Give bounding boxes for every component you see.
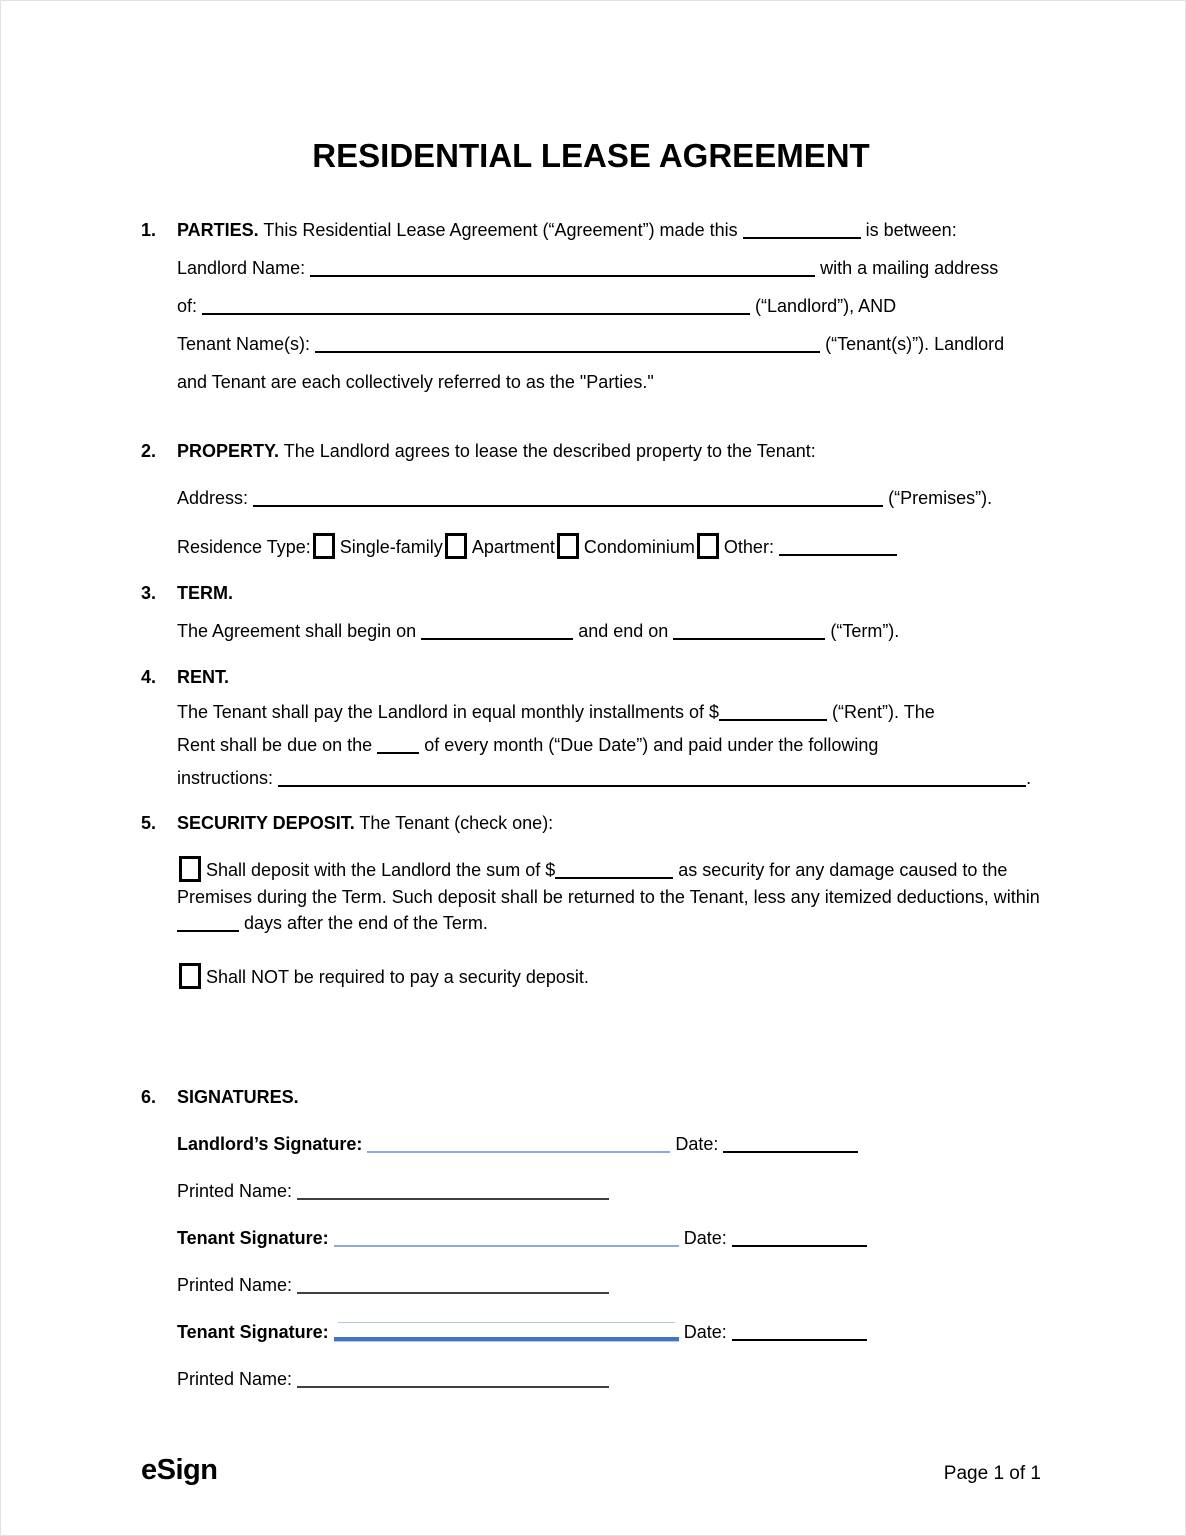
property-address-blank[interactable]: [253, 491, 883, 507]
tenant1-printed-name-row: [177, 1266, 1041, 1304]
parties-closing-line: and Tenant are each collectively referred to as the "Parties.": [177, 372, 654, 392]
tenant1-signature-row: [177, 1219, 1041, 1257]
section-heading: PROPERTY.: [177, 441, 280, 461]
tenant1-date-label: Date:: [683, 1227, 727, 1248]
tenant-names-label: Tenant Name(s):: [177, 334, 311, 354]
residence-other-blank[interactable]: [779, 540, 897, 556]
tenant1-signature-label: Tenant Signature:: [177, 1227, 329, 1248]
landlord-address-label: of:: [177, 296, 198, 316]
page-number: Page 1 of 1: [943, 1462, 1041, 1484]
property-address-line: [177, 479, 1041, 517]
rent-due-day-blank[interactable]: [377, 738, 419, 754]
rent-amount-pre: The Tenant shall pay the Landlord in equal monthly installments of $: [177, 702, 720, 722]
checkbox-apartment[interactable]: [445, 533, 467, 559]
landlord-address-blank[interactable]: [202, 299, 750, 315]
deposit-amount-blank[interactable]: [555, 863, 673, 879]
term-start-blank[interactable]: [421, 624, 573, 640]
landlord-name-blank[interactable]: [310, 261, 815, 277]
property-intro-line: [177, 432, 1041, 470]
section-heading: TERM.: [177, 583, 233, 603]
checkbox-other[interactable]: [697, 533, 719, 559]
landlord-name-post: with a mailing address: [820, 258, 999, 278]
section-number: 2.: [141, 441, 157, 461]
document-title: RESIDENTIAL LEASE AGREEMENT: [312, 137, 870, 174]
tenant2-signature-line[interactable]: [334, 1323, 679, 1341]
section-property: [141, 432, 1041, 566]
tenant-names-post: (“Tenant(s)”). Landlord: [825, 334, 1005, 354]
term-mid: and end on: [578, 621, 669, 641]
payment-instructions-blank[interactable]: [278, 771, 1026, 787]
section-number: 5.: [141, 813, 157, 833]
section-parties: [141, 211, 1041, 401]
rent-due-pre: Rent shall be due on the: [177, 735, 373, 755]
rent-heading-line: [177, 658, 1041, 696]
landlord-address-post: (“Landlord”), AND: [755, 296, 897, 316]
checkbox-single-family[interactable]: [313, 533, 335, 559]
agreement-date-blank[interactable]: [743, 223, 861, 239]
section-heading: PARTIES.: [177, 220, 259, 240]
deposit-required-option: [177, 856, 1041, 937]
parties-intro-pre: This Residential Lease Agreement (“Agreement”) made this: [263, 220, 738, 240]
section-heading: SIGNATURES.: [177, 1086, 299, 1107]
tenant2-signature-row: [177, 1313, 1041, 1351]
section-number: 4.: [141, 667, 157, 687]
checkbox-condominium[interactable]: [557, 533, 579, 559]
rent-amount-line: [177, 696, 1041, 729]
rent-amount-blank[interactable]: [719, 705, 827, 721]
residence-type-label: Residence Type:: [177, 537, 311, 557]
landlord-printed-name-row: [177, 1172, 1041, 1210]
payment-instructions-period: .: [1026, 768, 1032, 788]
deposit-return-days-blank[interactable]: [177, 916, 239, 932]
page-footer: [141, 1454, 1041, 1487]
security-intro-line: [177, 804, 1041, 842]
landlord-signature-line[interactable]: [367, 1137, 670, 1153]
tenant-names-blank[interactable]: [315, 337, 820, 353]
option-single-family-label: Single-family: [339, 537, 443, 557]
section-term: [141, 574, 1041, 650]
tenant2-signature-label: Tenant Signature:: [177, 1321, 329, 1342]
property-intro: The Landlord agrees to lease the described property to the Tenant:: [283, 441, 816, 461]
section-signatures: [141, 1078, 1041, 1398]
option-apartment-label: Apartment: [471, 537, 555, 557]
term-heading-line: [177, 574, 1041, 612]
section-heading: RENT.: [177, 667, 230, 687]
tenant1-printed-name-label: Printed Name:: [177, 1274, 293, 1295]
tenant1-printed-name-blank[interactable]: [297, 1278, 609, 1294]
landlord-signature-row: [177, 1125, 1041, 1163]
no-deposit-label: Shall NOT be required to pay a security deposit.: [206, 966, 589, 987]
parties-intro-post: is between:: [865, 220, 957, 240]
section-rent: [141, 658, 1041, 795]
option-other-label: Other:: [723, 537, 774, 557]
tenant2-printed-name-label: Printed Name:: [177, 1368, 293, 1389]
esign-logo: eSign: [141, 1453, 218, 1486]
checkbox-no-deposit[interactable]: [179, 963, 201, 989]
tenant1-signature-line[interactable]: [334, 1231, 679, 1247]
landlord-name-line: [177, 249, 1041, 287]
tenant-names-line: [177, 325, 1041, 363]
option-condominium-label: Condominium: [583, 537, 695, 557]
tenant2-date-label: Date:: [683, 1321, 727, 1342]
tenant2-signature-date-blank[interactable]: [732, 1325, 867, 1341]
security-intro: The Tenant (check one):: [359, 813, 554, 833]
checkbox-deposit-required[interactable]: [179, 856, 201, 882]
signatures-heading-line: [177, 1078, 1041, 1116]
term-post: (“Term”).: [830, 621, 900, 641]
landlord-date-label: Date:: [675, 1133, 719, 1154]
parties-intro-line: [177, 211, 1041, 249]
section-heading: SECURITY DEPOSIT.: [177, 813, 355, 833]
tenant1-signature-date-blank[interactable]: [732, 1231, 867, 1247]
section-number: 3.: [141, 583, 157, 603]
section-security-deposit: [141, 804, 1041, 996]
rent-due-post: of every month (“Due Date”) and paid under the following: [424, 735, 879, 755]
landlord-printed-name-label: Printed Name:: [177, 1180, 293, 1201]
payment-instructions-label: instructions:: [177, 768, 274, 788]
deposit-option-mid: as security for any damage caused to the Premises during the Term. Such deposit shall be returned to the Tenant, less any itemized deductions, within: [177, 860, 1040, 907]
no-deposit-option: [177, 958, 1041, 996]
landlord-printed-name-blank[interactable]: [297, 1184, 609, 1200]
residence-type-line: [177, 528, 1041, 566]
tenant2-printed-name-blank[interactable]: [297, 1372, 609, 1388]
property-address-label: Address:: [177, 488, 249, 508]
rent-amount-post: (“Rent”). The: [832, 702, 935, 722]
property-address-post: (“Premises”).: [888, 488, 993, 508]
landlord-name-label: Landlord Name:: [177, 258, 306, 278]
rent-due-line: [177, 729, 1041, 762]
section-number: 1.: [141, 220, 157, 240]
term-end-blank[interactable]: [673, 624, 825, 640]
tenant2-printed-name-row: [177, 1360, 1041, 1398]
term-pre: The Agreement shall begin on: [177, 621, 417, 641]
deposit-option-pre: Shall deposit with the Landlord the sum of $: [206, 860, 556, 880]
landlord-signature-date-blank[interactable]: [723, 1137, 858, 1153]
section-number: 6.: [141, 1086, 157, 1107]
landlord-address-line: [177, 287, 1041, 325]
term-dates-line: [177, 612, 1041, 650]
landlord-signature-label: Landlord’s Signature:: [177, 1133, 363, 1154]
payment-instructions-line: [177, 762, 1041, 795]
deposit-option-post: days after the end of the Term.: [244, 913, 488, 933]
